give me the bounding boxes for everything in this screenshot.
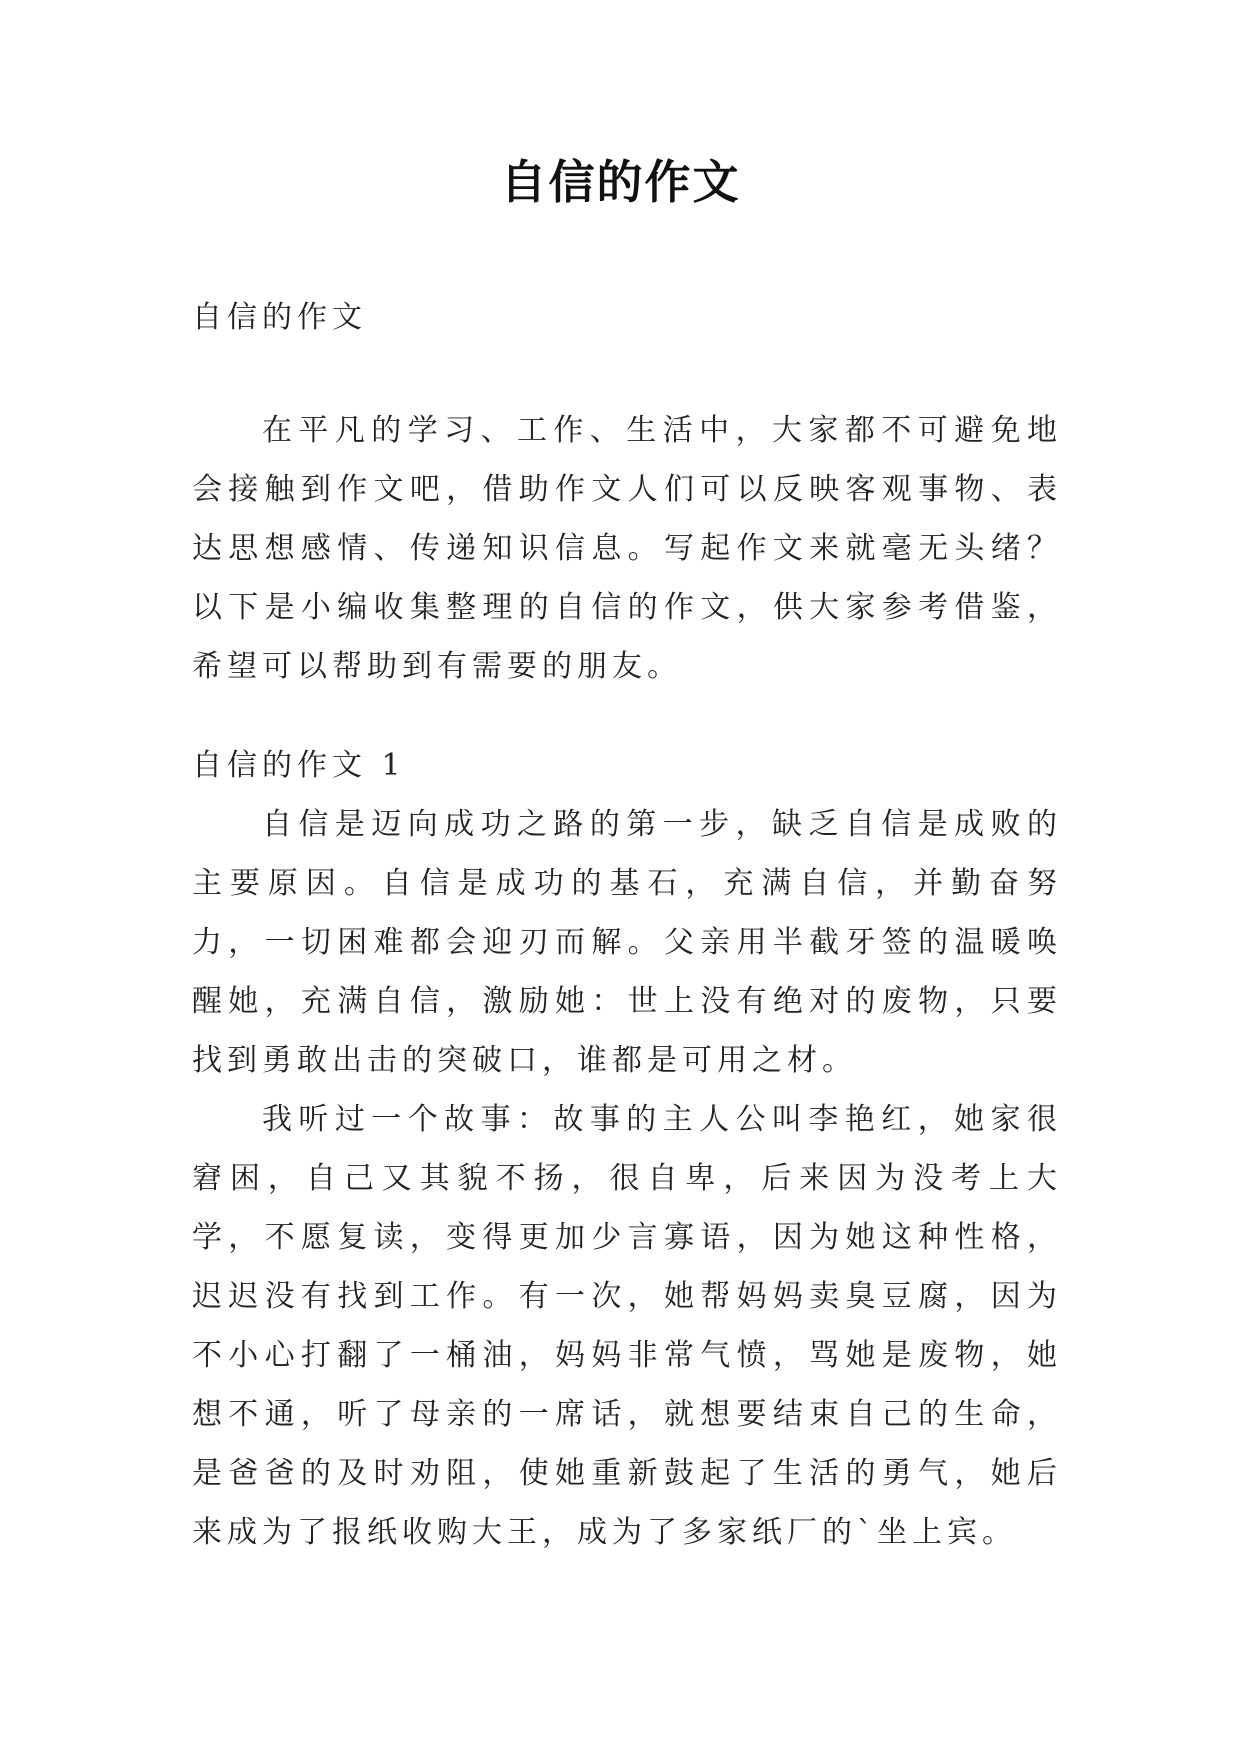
section-paragraph: 自信是迈向成功之路的第一步，缺乏自信是成败的主要原因。自信是成功的基石，充满自信，并勤奋努力，一切困难都会迎刃而解。父亲用半截牙签的温暖唤醒她，充满自信，激励她：世上没有绝对的废物，只要找到勇敢出击的突破口，谁都是可用之材。	[192, 807, 1062, 1078]
section-heading: 自信的作文 1	[192, 748, 406, 783]
document-title: 自信的作文	[500, 155, 741, 209]
document-subtitle: 自信的作文	[192, 300, 367, 335]
section-paragraph: 我听过一个故事：故事的主人公叫李艳红，她家很窘困，自己又其貌不扬，很自卑，后来因为没考上大学，不愿复读，变得更加少言寡语，因为她这种性格，迟迟没有找到工作。有一次，她帮妈妈卖臭豆腐，因为不小心打翻了一桶油，妈妈非常气愤，骂她是废物，她想不通，听了母亲的一席话，就想要结束自己的生命，是爸爸的及时劝阻，使她重新鼓起了生活的勇气，她后来成为了报纸收购大王，成为了多家纸厂的`坐上宾。	[192, 1102, 1062, 1550]
intro-paragraph: 在平凡的学习、工作、生活中，大家都不可避免地会接触到作文吧，借助作文人们可以反映客观事物、表达思想感情、传递知识信息。写起作文来就毫无头绪？以下是小编收集整理的自信的作文，供大家参考借鉴，希望可以帮助到有需要的朋友。	[192, 413, 1062, 684]
